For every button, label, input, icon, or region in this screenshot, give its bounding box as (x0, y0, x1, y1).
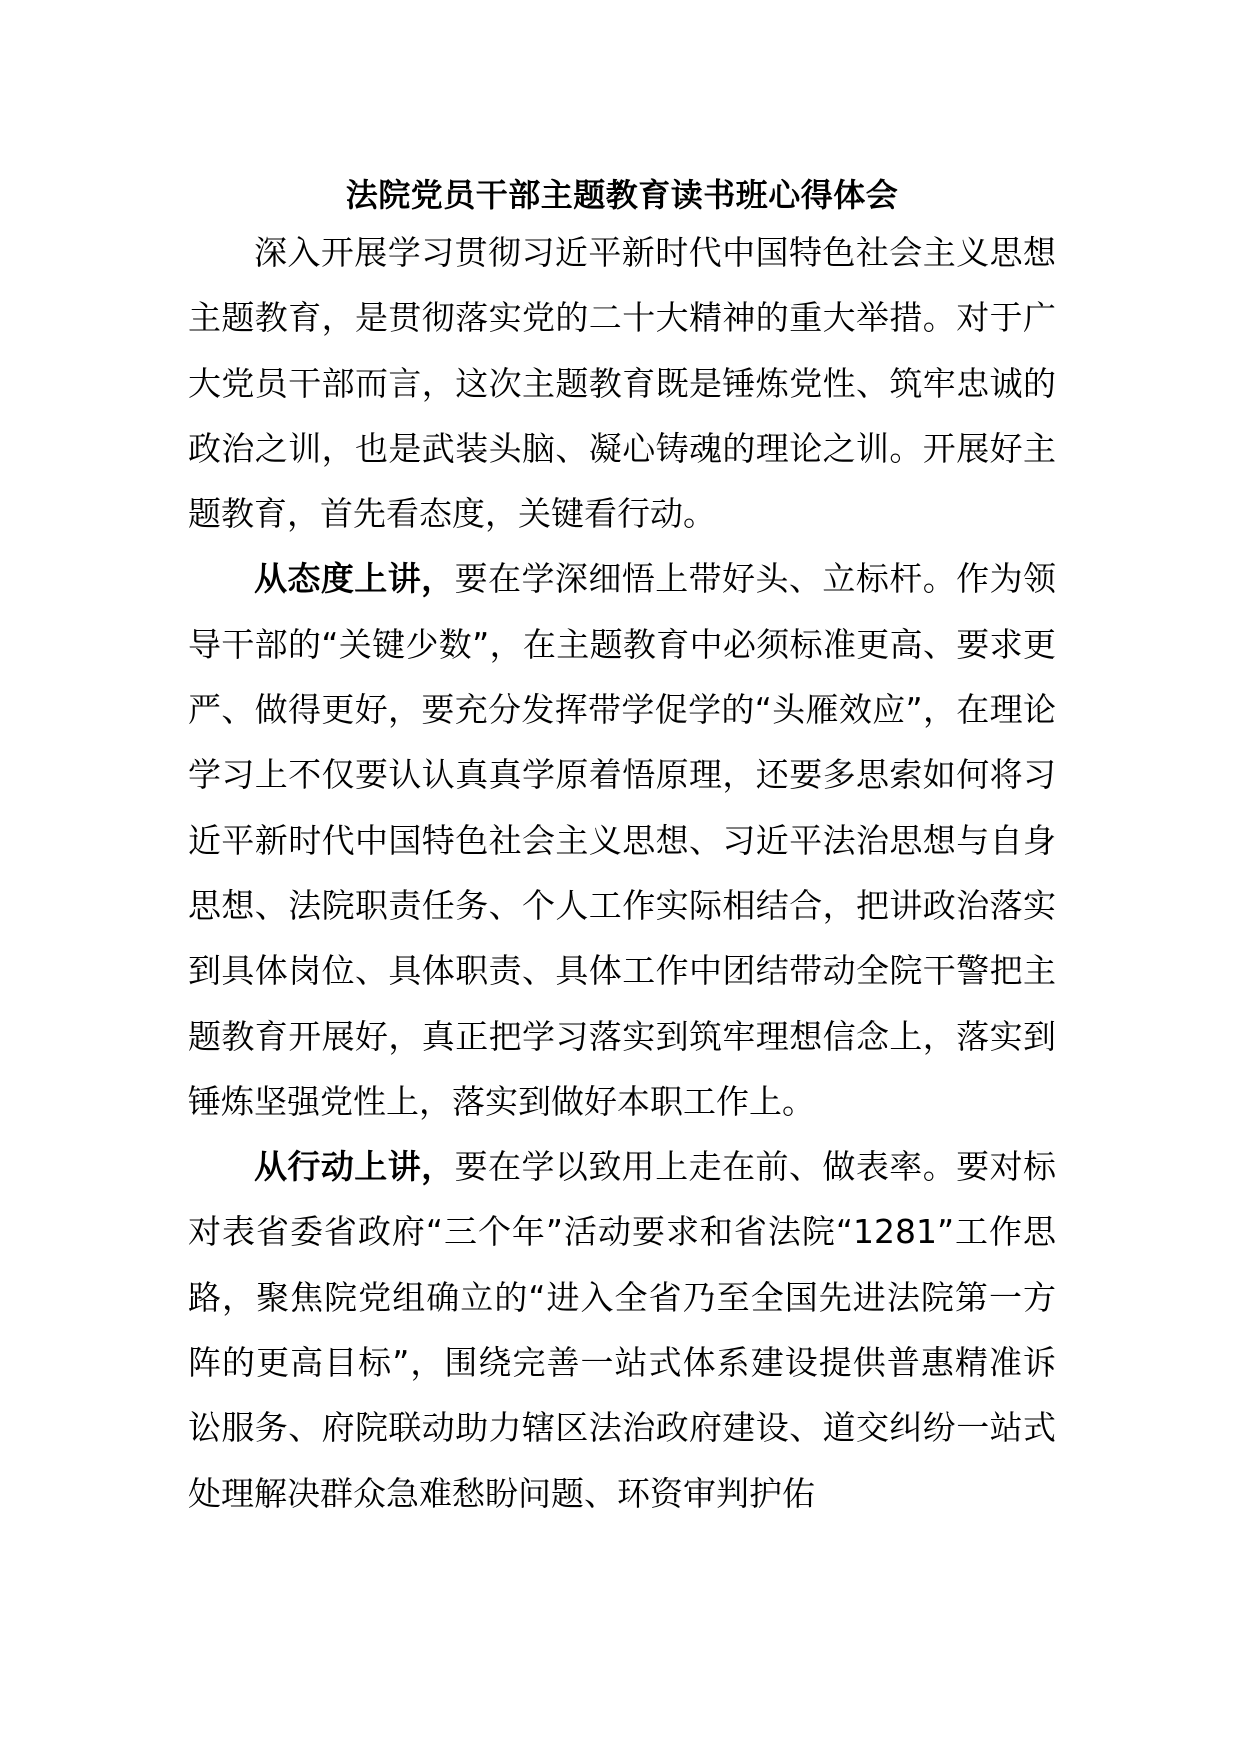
document-title: 法院党员干部主题教育读书班心得体会 (345, 176, 899, 214)
paragraph-action-lead: 从行动上讲， (254, 1147, 455, 1187)
paragraph-attitude-text: 要在学深细悟上带好头、立标杆。作为领导干部的“关键少数”，在主题教育中必须标准更高、要求更严、做得更好，要充分发挥带学促学的“头雁效应”，在理论学习上不仅要认认真真学原着悟原理，还要多思索如何将习近平新时代中国特色社会主义思想、习近平法治思想与自身思想、法院职责任务、个人工作实际相结合，把讲政治落实到具体岗位、具体职责、具体工作中团结带动全院干警把主题教育开展好，真正把学习落实到筑牢理想信念上，落实到锤炼坚强党性上，落实到做好本职工作上。 (188, 559, 1057, 1121)
paragraph-attitude (188, 546, 1056, 1134)
paragraph-action-text: 要在学以致用上走在前、做表率。要对标对表省委省政府“三个年”活动要求和省法院“1281”工作思路，聚焦院党组确立的“进入全省乃至全国先进法院第一方阵的更高目标”，围绕完善一站式体系建设提供普惠精准诉讼服务、府院联动助力辖区法治政府建设、道交纠纷一站式处理解决群众急难愁盼问题、环资审判护佑 (188, 1147, 1057, 1513)
paragraph-action (188, 1134, 1056, 1526)
paragraph-attitude-lead: 从态度上讲， (254, 559, 455, 599)
paragraph-intro-text: 深入开展学习贯彻习近平新时代中国特色社会主义思想主题教育，是贯彻落实党的二十大精神的重大举措。对于广大党员干部而言，这次主题教育既是锤炼党性、筑牢忠诚的政治之训，也是武装头脑、凝心铸魂的理论之训。开展好主题教育，首先看态度，关键看行动。 (188, 233, 1056, 534)
paragraph-intro (188, 220, 1056, 546)
document-page (188, 170, 1056, 1526)
